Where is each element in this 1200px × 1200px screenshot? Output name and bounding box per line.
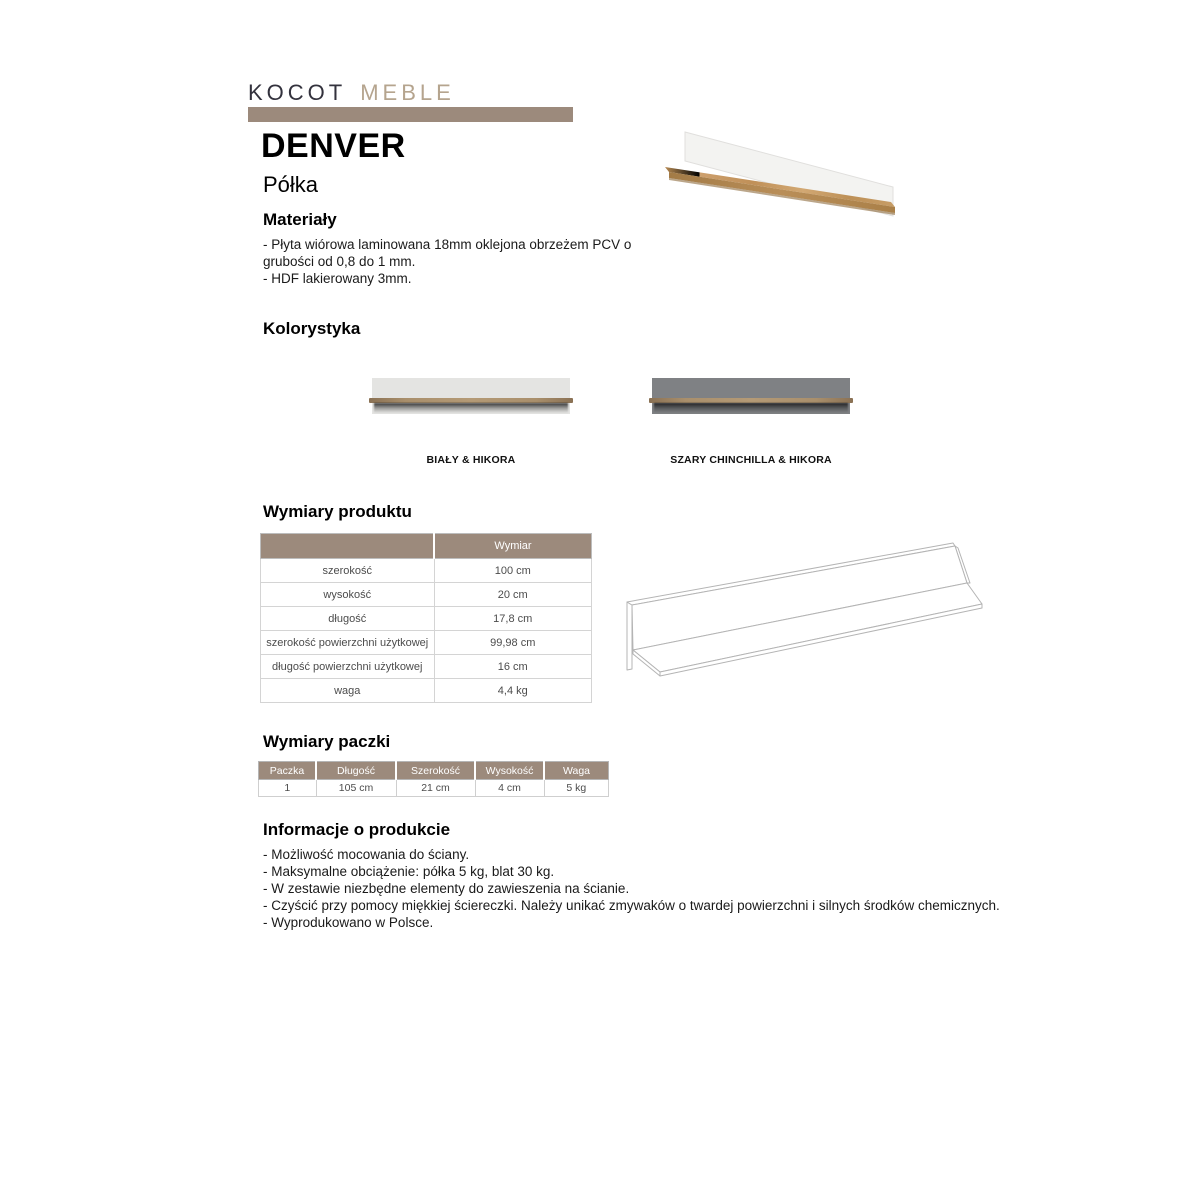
product-dimensions-table xyxy=(260,533,592,703)
dim-value: 4,4 kg xyxy=(434,679,592,703)
pack-number: 1 xyxy=(259,780,317,797)
info-item: - W zestawie niezbędne elementy do zawieszenia na ścianie. xyxy=(263,881,630,896)
info-item: - Czyścić przy pomocy miękkiej ściereczki. Należy unikać zmywaków o twardej powierzchni i silnych środków chemicznych. xyxy=(263,898,1000,913)
table-row xyxy=(261,679,592,703)
dim-label: długość xyxy=(261,607,435,631)
color-variant-image-szary-hikora xyxy=(652,378,850,416)
header-cell-wysokosc: Wysokość xyxy=(475,762,544,780)
product-wireframe-drawing xyxy=(622,537,992,677)
info-item: - Maksymalne obciążenie: półka 5 kg, blat 30 kg. xyxy=(263,864,555,879)
header-cell-waga: Waga xyxy=(544,762,609,780)
table-row xyxy=(261,607,592,631)
dim-label: długość powierzchni użytkowej xyxy=(261,655,435,679)
pack-height: 4 cm xyxy=(475,780,544,797)
table-row xyxy=(259,780,609,797)
info-item: - Wyprodukowano w Polsce. xyxy=(263,915,434,930)
brand-logo xyxy=(248,80,455,106)
colors-heading: Kolorystyka xyxy=(263,319,361,338)
materials-item: - Płyta wiórowa laminowana 18mm oklejona obrzeżem PCV o grubości od 0,8 do 1 mm. xyxy=(263,237,632,269)
dim-label: waga xyxy=(261,679,435,703)
dim-value: 99,98 cm xyxy=(434,631,592,655)
dim-label: szerokość xyxy=(261,559,435,583)
dim-value: 100 cm xyxy=(434,559,592,583)
table-header-row xyxy=(259,762,609,780)
header-cell-wymiar: Wymiar xyxy=(434,534,592,559)
table-header-row xyxy=(261,534,592,559)
product-info-list xyxy=(263,846,1183,931)
dim-label: wysokość xyxy=(261,583,435,607)
product-photo xyxy=(645,110,925,230)
brand-name-primary: KOCOT xyxy=(248,80,347,105)
product-info-heading: Informacje o produkcie xyxy=(263,820,451,839)
product-type: Półka xyxy=(263,172,319,197)
dim-value: 17,8 cm xyxy=(434,607,592,631)
page-title: DENVER xyxy=(261,127,406,165)
color-variant-image-bialy-hikora xyxy=(372,378,570,416)
header-cell-empty xyxy=(261,534,435,559)
table-row xyxy=(261,655,592,679)
info-item: - Możliwość mocowania do ściany. xyxy=(263,847,470,862)
table-row xyxy=(261,631,592,655)
pack-length: 105 cm xyxy=(316,780,396,797)
brand-accent-bar xyxy=(248,107,573,122)
package-dimensions-table xyxy=(258,761,609,797)
pack-width: 21 cm xyxy=(396,780,475,797)
header-cell-paczka: Paczka xyxy=(259,762,317,780)
package-dimensions-heading: Wymiary paczki xyxy=(263,732,391,751)
dim-label: szerokość powierzchni użytkowej xyxy=(261,631,435,655)
header-cell-dlugosc: Długość xyxy=(316,762,396,780)
dim-value: 16 cm xyxy=(434,655,592,679)
pack-weight: 5 kg xyxy=(544,780,609,797)
variant-label: SZARY CHINCHILLA & HIKORA xyxy=(670,454,832,466)
dim-value: 20 cm xyxy=(434,583,592,607)
variant-shadow xyxy=(374,403,568,413)
brand-name-secondary: MEBLE xyxy=(360,80,455,105)
variant-shadow xyxy=(654,403,848,413)
header-cell-szerokosc: Szerokość xyxy=(396,762,475,780)
materials-list xyxy=(263,236,661,287)
materials-item: - HDF lakierowany 3mm. xyxy=(263,271,412,286)
table-row xyxy=(261,559,592,583)
table-row xyxy=(261,583,592,607)
product-dimensions-heading: Wymiary produktu xyxy=(263,502,412,521)
materials-heading: Materiały xyxy=(263,210,337,229)
variant-label: BIAŁY & HIKORA xyxy=(426,454,516,466)
